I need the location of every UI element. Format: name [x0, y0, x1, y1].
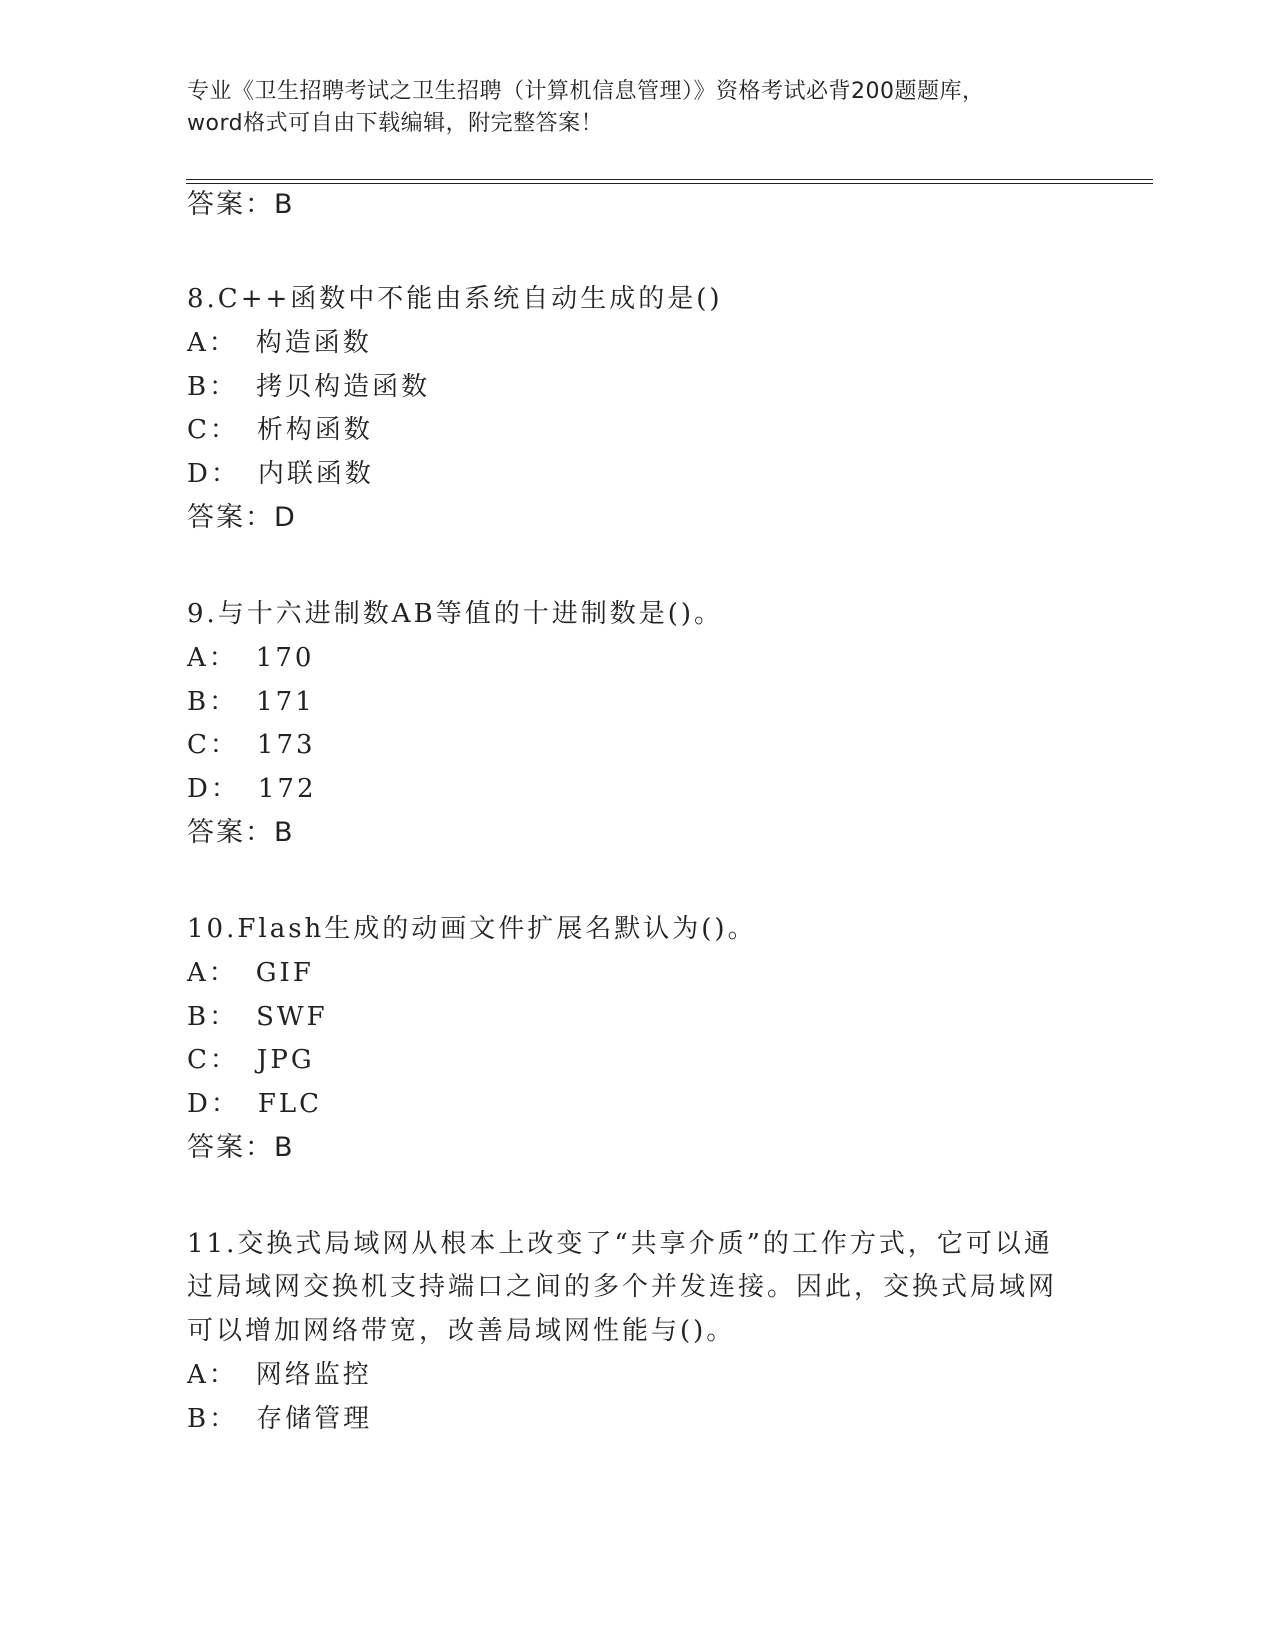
option-label: A：	[187, 1360, 238, 1390]
option-label: A：	[187, 643, 238, 673]
header-line-2: word格式可自由下载编辑，附完整答案！	[187, 111, 604, 136]
option-label: C：	[187, 415, 239, 445]
option-label: B：	[187, 1404, 239, 1434]
option-text: SWF	[256, 1002, 328, 1032]
question-answer: 答案：B	[187, 817, 295, 848]
option-a	[187, 326, 372, 360]
question-stem: 10.Flash生成的动画文件扩展名默认为()。	[187, 914, 757, 944]
option-a	[187, 641, 314, 675]
option-text: 网络监控	[255, 1360, 372, 1390]
previous-question-answer: 答案：B	[187, 189, 295, 220]
option-text: 171	[256, 687, 315, 717]
header-divider-bottom	[186, 183, 1153, 184]
option-b	[187, 685, 315, 719]
option-b	[187, 1402, 372, 1436]
option-text: 存储管理	[256, 1404, 373, 1434]
document-header	[187, 76, 1087, 140]
option-text: 构造函数	[255, 328, 372, 358]
option-text: 173	[256, 730, 316, 760]
option-c	[187, 1043, 315, 1077]
option-d	[187, 1087, 322, 1121]
option-label: B：	[187, 687, 239, 717]
option-label: A：	[187, 958, 238, 988]
option-text: 析构函数	[256, 415, 373, 445]
option-a	[187, 1358, 372, 1392]
question-stem: 9.与十六进制数AB等值的十进制数是()。	[187, 599, 723, 629]
header-divider-top	[186, 179, 1153, 180]
question-stem-line-3: 可以增加网络带宽，改善局域网性能与()。	[187, 1316, 736, 1346]
option-label: B：	[187, 372, 239, 402]
option-label: C：	[187, 1045, 239, 1075]
option-c	[187, 728, 316, 762]
option-label: D：	[187, 459, 240, 489]
option-text: 内联函数	[257, 459, 374, 489]
question-stem: 8.C++函数中不能由系统自动生成的是()	[187, 284, 723, 314]
option-text: 172	[257, 774, 317, 804]
header-line-1: 专业《卫生招聘考试之卫生招聘（计算机信息管理）》资格考试必背200题题库，	[187, 79, 985, 104]
option-a	[187, 956, 314, 990]
option-text: FLC	[257, 1089, 323, 1119]
option-label: D：	[187, 1089, 240, 1119]
option-text: GIF	[255, 958, 314, 988]
option-d	[187, 457, 374, 491]
option-b	[187, 370, 430, 404]
option-c	[187, 413, 373, 447]
option-label: A：	[187, 328, 238, 358]
question-answer: 答案：D	[187, 502, 297, 533]
question-stem-line-2: 过局域网交换机支持端口之间的多个并发连接。因此，交换式局域网	[187, 1272, 1058, 1302]
option-text: 170	[255, 643, 315, 673]
option-label: C：	[187, 730, 239, 760]
question-answer: 答案：B	[187, 1132, 295, 1163]
option-label: B：	[187, 1002, 239, 1032]
option-label: D：	[187, 774, 240, 804]
option-text: JPG	[256, 1045, 315, 1075]
option-text: 拷贝构造函数	[256, 372, 431, 402]
option-d	[187, 772, 317, 806]
question-stem-line-1: 11.交换式局域网从根本上改变了“共享介质”的工作方式，它可以通	[187, 1229, 1053, 1259]
option-b	[187, 1000, 328, 1034]
